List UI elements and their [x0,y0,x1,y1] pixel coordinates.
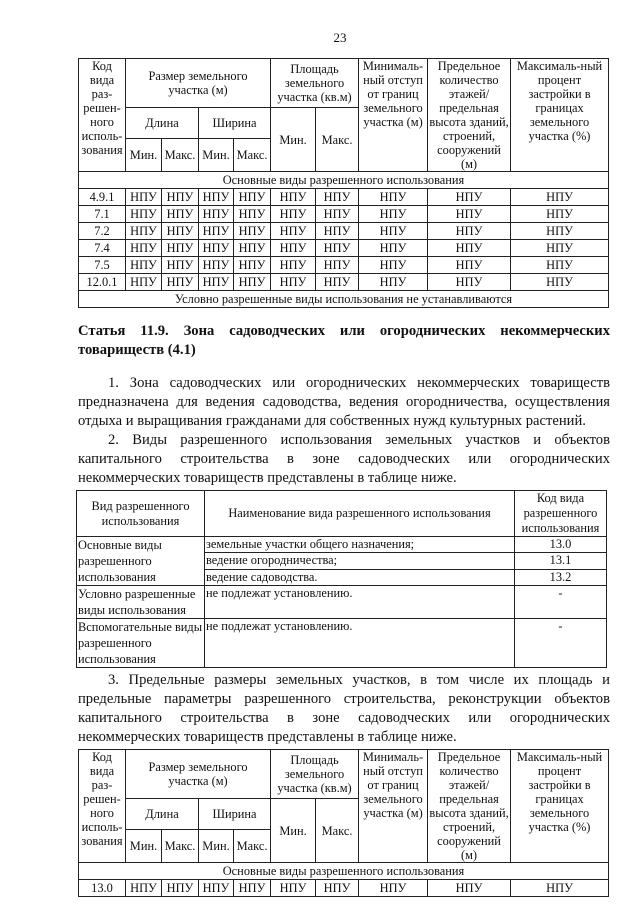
table-row [79,274,609,291]
value-cell: НПУ [428,880,511,897]
value-cell: НПУ [126,189,162,206]
value-cell: НПУ [316,880,359,897]
code-cell: 12.0.1 [79,274,126,291]
parameters-table-1 [78,58,609,308]
header-use-code: Код вида разрешенного использования [515,491,607,537]
code-cell: 4.9.1 [79,189,126,206]
use-name: не подлежат установлению. [205,619,515,668]
paragraph-1: 1. Зона садоводческих или огороднических некоммерческих товариществ предназначена для ведения садоводства, ведения огородничества, осуществления отдыха и выращивания гражданами для собственных нужд культурных растений. [78,375,610,429]
value-cell: НПУ [359,206,428,223]
value-cell: НПУ [234,274,271,291]
section-conditional: Условно разрешенные виды использования не устанавливаются [79,291,609,308]
header-setback: Минималь-ный отступ от границ земельного участка (м) [359,750,428,863]
paragraph-2: 2. Виды разрешенного использования земельных участков и объектов капитального строительства в зоне садоводческих или огороднических некоммерческих товариществ представлены в таблице ниже. [78,432,610,486]
page-number: 23 [333,30,347,45]
value-cell: НПУ [162,189,199,206]
header-floors: Предельное количество этажей/ предельная высота зданий, строений, сооружений (м) [429,750,509,862]
value-cell: НПУ [359,240,428,257]
value-cell: НПУ [234,257,271,274]
header-length: Длина [126,799,199,830]
table-row [79,257,609,274]
value-cell: НПУ [359,257,428,274]
use-code: - [515,586,607,619]
value-cell: НПУ [359,880,428,897]
value-cell: НПУ [126,223,162,240]
article-heading: Статья 11.9. Зона садоводческих или огороднических некоммерческих товариществ (4.1) [78,323,610,358]
use-code: - [515,619,607,668]
value-cell: НПУ [199,880,234,897]
value-cell: НПУ [199,274,234,291]
value-cell: НПУ [271,880,316,897]
value-cell: НПУ [316,274,359,291]
uses-table [76,490,607,668]
header-length-max: Макс. [162,830,199,863]
code-cell: 7.2 [79,223,126,240]
value-cell: НПУ [428,223,511,240]
header-code: Код вида раз-решен-ного исполь-зования [79,750,126,863]
header-length-min: Мин. [126,139,162,172]
header-percent: Максималь-ный процент застройки в границах земельного участка (%) [511,750,609,863]
table-row [79,206,609,223]
header-width: Ширина [199,108,271,139]
parameters-table-2 [78,749,609,897]
header-size: Размер земельного участка (м) [126,59,271,108]
value-cell: НПУ [199,189,234,206]
header-width: Ширина [199,799,271,830]
header-percent: Максималь-ный процент застройки в границах земельного участка (%) [511,59,609,172]
value-cell: НПУ [359,274,428,291]
value-cell: НПУ [162,206,199,223]
header-setback: Минималь-ный отступ от границ земельного участка (м) [359,59,428,172]
value-cell: НПУ [428,189,511,206]
header-length: Длина [126,108,199,139]
value-cell: НПУ [126,257,162,274]
value-cell: НПУ [162,880,199,897]
value-cell: НПУ [316,257,359,274]
value-cell: НПУ [316,189,359,206]
value-cell: НПУ [234,189,271,206]
use-code: 13.2 [515,569,607,585]
value-cell: НПУ [428,206,511,223]
header-use-name: Наименование вида разрешенного использования [205,491,515,537]
use-name: ведение огородничества; [205,553,515,569]
value-cell: НПУ [271,223,316,240]
value-cell: НПУ [234,240,271,257]
value-cell: НПУ [511,189,609,206]
header-area: Площадь земельного участка (кв.м) [271,59,359,108]
value-cell: НПУ [271,257,316,274]
header-length-min: Мин. [126,830,162,863]
value-cell: НПУ [126,880,162,897]
value-cell: НПУ [316,223,359,240]
value-cell: НПУ [428,274,511,291]
value-cell: НПУ [199,223,234,240]
value-cell: НПУ [271,189,316,206]
header-area-min: Мин. [271,799,316,863]
use-name: не подлежат установлению. [205,586,515,619]
code-cell: 7.5 [79,257,126,274]
code-cell: 13.0 [79,880,126,897]
table-row [79,223,609,240]
value-cell: НПУ [126,274,162,291]
header-size: Размер земельного участка (м) [126,750,271,799]
value-cell: НПУ [511,880,609,897]
value-cell: НПУ [511,240,609,257]
paragraph-3: 3. Предельные размеры земельных участков, в том числе их площадь и предельные параметры разрешенного строительства, реконструкции объектов капитального строительства в зоне садоводческих или огороднических некоммерческих товариществ представлены в таблице ниже. [78,672,610,745]
header-width-min: Мин. [199,139,234,172]
section-main: Основные виды разрешенного использования [79,172,609,189]
code-cell: 7.1 [79,206,126,223]
value-cell: НПУ [126,240,162,257]
value-cell: НПУ [511,257,609,274]
value-cell: НПУ [234,206,271,223]
value-cell: НПУ [199,240,234,257]
header-area-max: Макс. [316,108,359,172]
table-row [79,880,609,897]
value-cell: НПУ [126,206,162,223]
value-cell: НПУ [316,240,359,257]
value-cell: НПУ [428,257,511,274]
value-cell: НПУ [511,274,609,291]
value-cell: НПУ [162,223,199,240]
value-cell: НПУ [271,274,316,291]
value-cell: НПУ [234,880,271,897]
value-cell: НПУ [359,189,428,206]
value-cell: НПУ [162,240,199,257]
section-main: Основные виды разрешенного использования [79,863,609,880]
value-cell: НПУ [511,223,609,240]
header-area: Площадь земельного участка (кв.м) [271,750,359,799]
auxiliary-uses-label: Вспомогательные виды разрешенного использования [77,619,205,668]
value-cell: НПУ [428,240,511,257]
header-length-max: Макс. [162,139,199,172]
use-code: 13.0 [515,537,607,553]
use-name: земельные участки общего назначения; [205,537,515,553]
header-area-min: Мин. [271,108,316,172]
value-cell: НПУ [271,206,316,223]
header-use-type: Вид разрешенного использования [77,491,205,537]
use-name: ведение садоводства. [205,569,515,585]
value-cell: НПУ [199,257,234,274]
header-width-min: Мин. [199,830,234,863]
header-area-max: Макс. [316,799,359,863]
table-row [79,240,609,257]
value-cell: НПУ [359,223,428,240]
value-cell: НПУ [234,223,271,240]
header-width-max: Макс. [234,830,271,863]
value-cell: НПУ [199,206,234,223]
table-row [79,189,609,206]
value-cell: НПУ [511,206,609,223]
code-cell: 7.4 [79,240,126,257]
header-floors: Предельное количество этажей/ предельная высота зданий, строений, сооружений (м) [429,59,509,171]
use-code: 13.1 [515,553,607,569]
header-width-max: Макс. [234,139,271,172]
main-uses-label: Основные виды разрешенного использования [77,537,205,586]
header-code: Код вида раз-решен-ного исполь-зования [79,59,126,172]
value-cell: НПУ [316,206,359,223]
value-cell: НПУ [271,240,316,257]
conditional-uses-label: Условно разрешенные виды использования [77,586,205,619]
value-cell: НПУ [162,257,199,274]
value-cell: НПУ [162,274,199,291]
